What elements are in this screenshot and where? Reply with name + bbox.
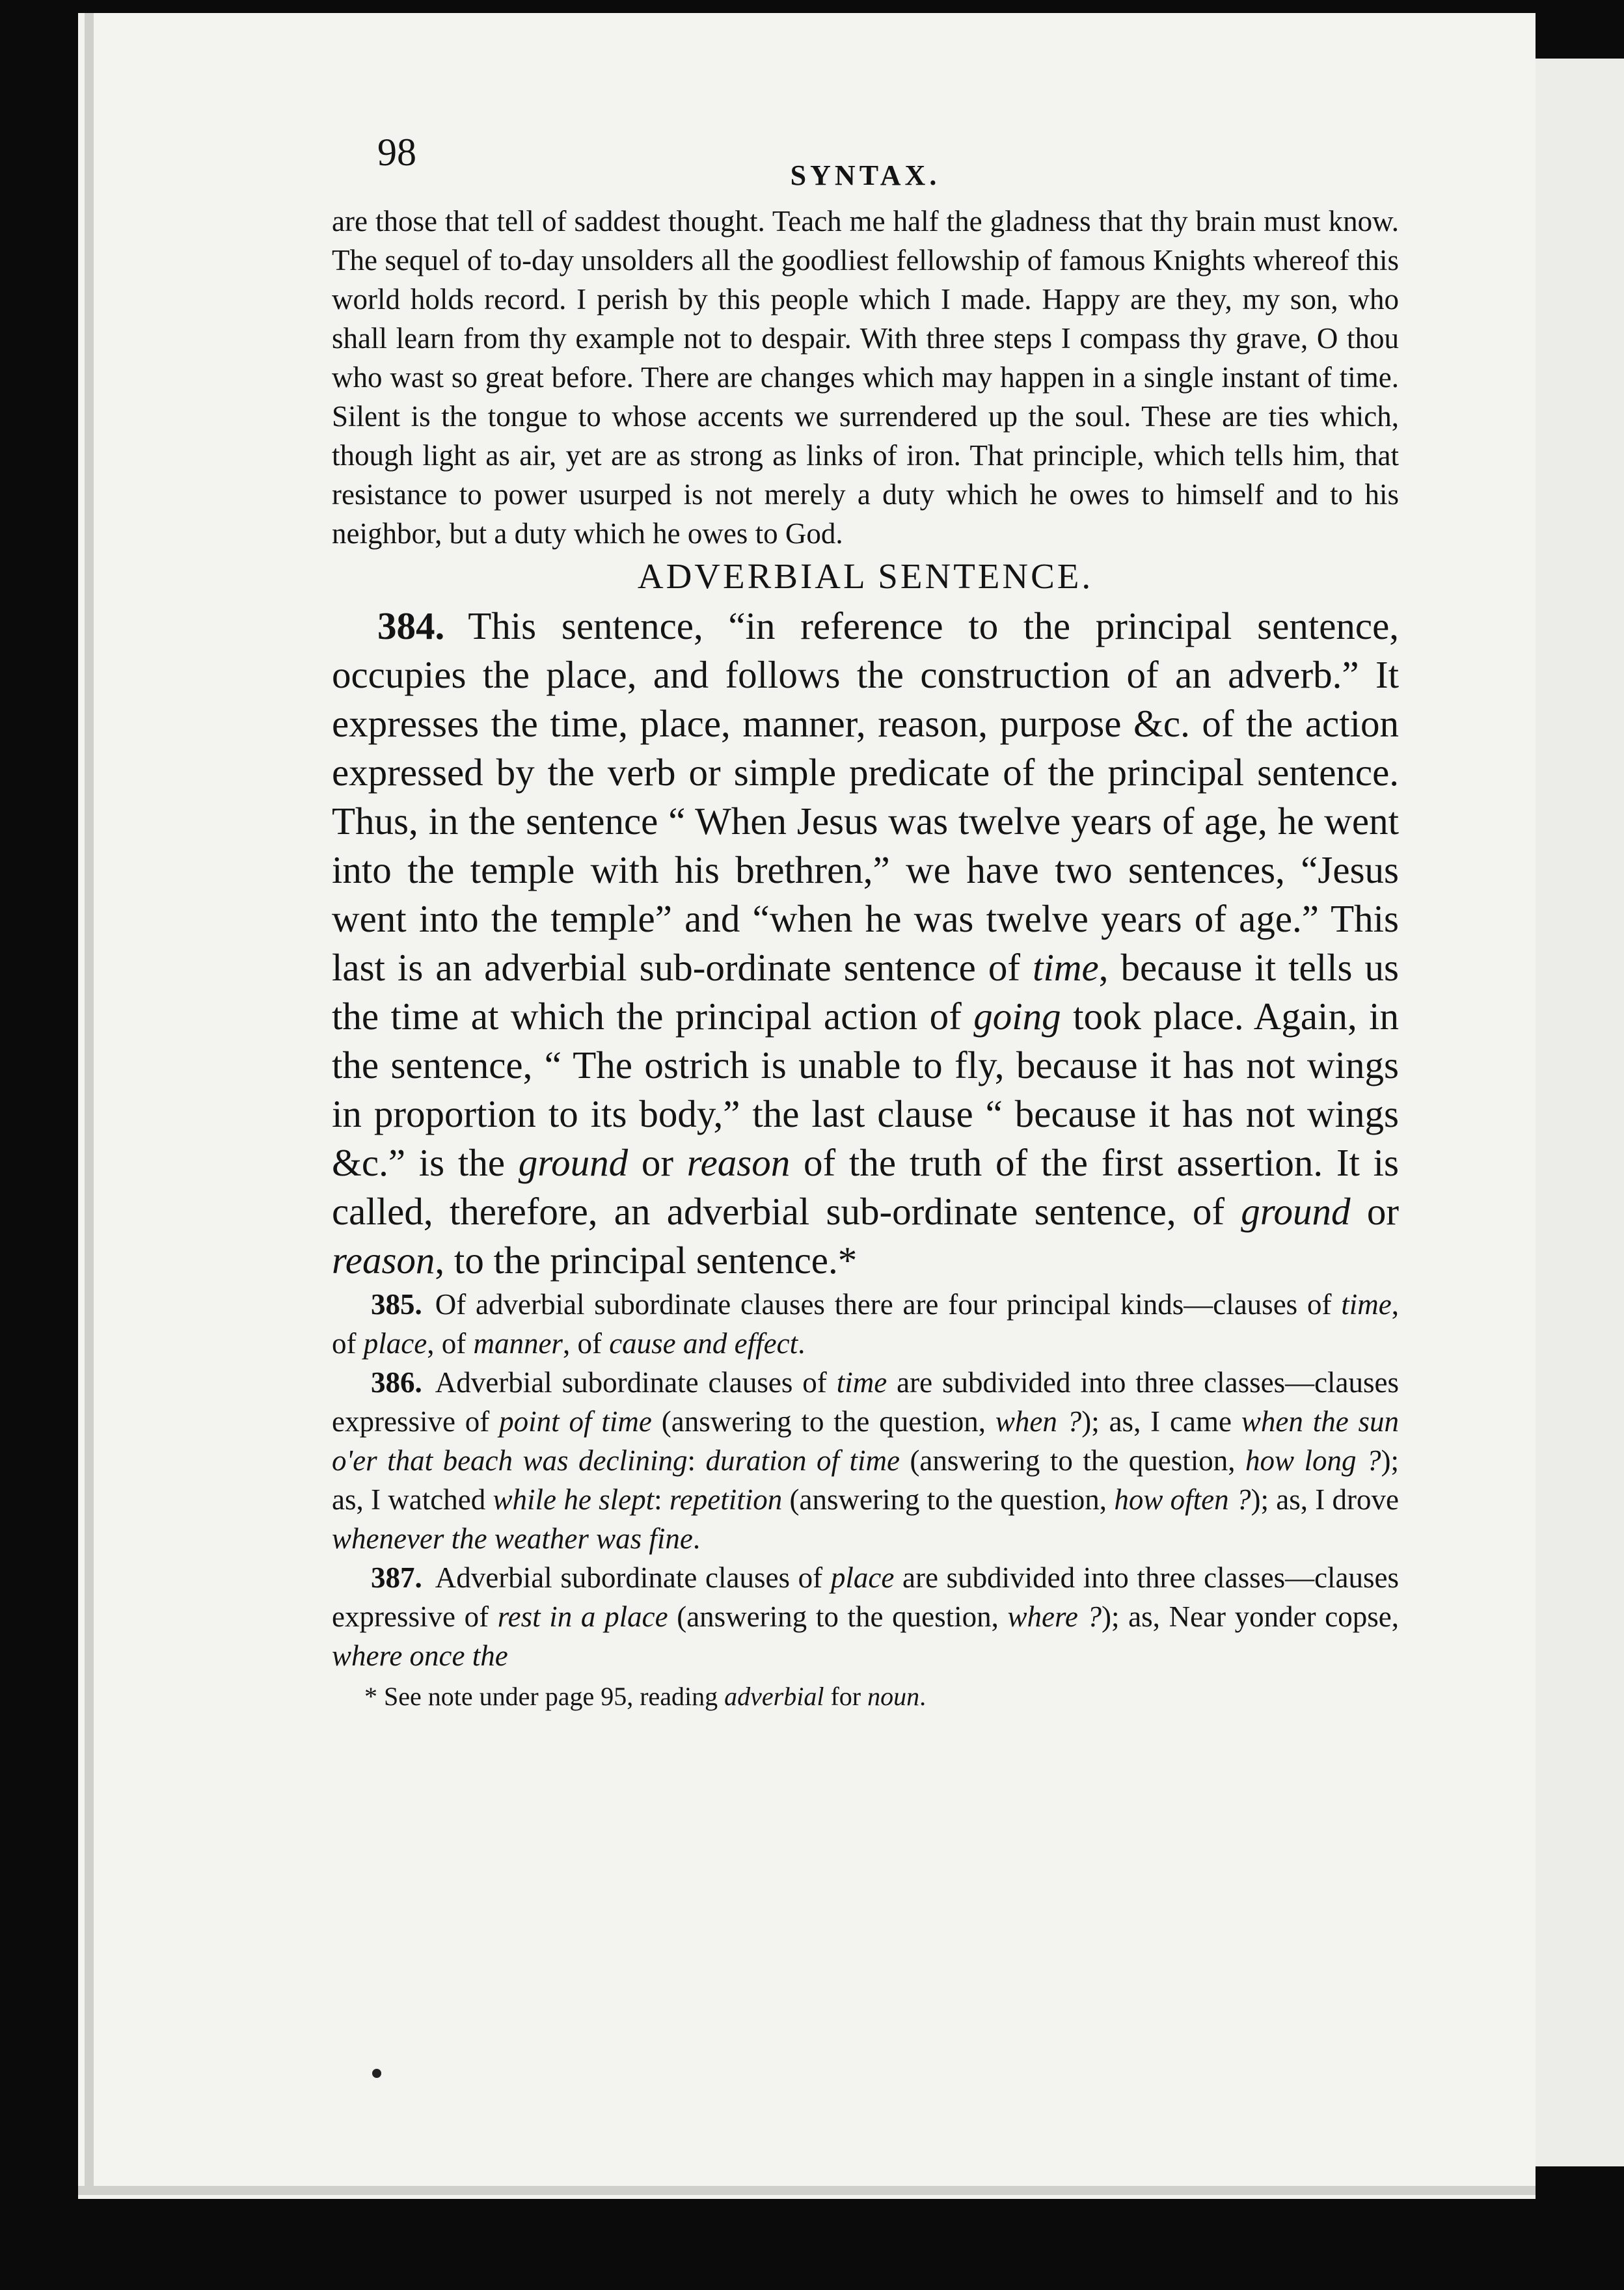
ink-speck — [372, 2069, 381, 2078]
footnote: * See note under page 95, reading adverbial for noun. — [364, 1682, 927, 1711]
paragraph-384: 384. This sentence, “in reference to the principal sentence, occupies the place, and follows the construction of an adverb.” It expresses the time, place, manner, reason, purpose &c. of the action expressed by the verb or simple predicate of the principal sentence. Thus, in the sentence “ When Jesus was twelve years of age, he went into the temple with his brethren,” we have two sentences, “Jesus went into the temple” and “when he was twelve years of age.” This last is an adverbial sub-ordinate sentence of time, because it tells us the time at which the principal action of going took place. Again, in the sentence, “ The ostrich is unable to fly, because it has not wings in proportion to its body,” the last clause “ because it has not wings &c.” is the ground or reason of the truth of the first assertion. It is called, therefore, an adverbial sub-ordinate sentence, of ground or reason, to the principal sentence.* — [332, 604, 1400, 1282]
page-header — [332, 130, 1399, 202]
facing-page-edge — [1536, 59, 1624, 2166]
intro-paragraph: are those that tell of saddest thought. Teach me half the gladness that thy brain must know. The sequel of to-day unsolders all the goodliest fellowship of famous Knights whereof this world holds record. I perish by this people which I made. Happy are they, my son, who shall learn from thy example not to despair. With three steps I compass thy grave, O thou who wast so great before. There are changes which may happen in a single instant of time. Silent is the tongue to whose accents we surrendered up the soul. These are ties which, though light as air, yet are as strong as links of iron. That principle, which tells him, that resistance to power usurped is not merely a duty which he owes to himself and to his neighbor, but a duty which he owes to God. — [332, 205, 1399, 550]
paragraph-number: 385. — [371, 1288, 422, 1321]
page-edge — [85, 13, 94, 2186]
running-head: SYNTAX. — [790, 159, 941, 191]
paragraph-385: 385. Of adverbial subordinate clauses there are four principal kinds—clauses of time, of place, of manner, of cause and effect. — [332, 1288, 1400, 1360]
page-edge-bottom — [78, 2186, 1536, 2195]
paragraph-387: 387. Adverbial subordinate clauses of place are subdivided into three classes—clauses expressive of rest in a place (answering to the question, where ?); as, Near yonder copse, where once the — [332, 1561, 1400, 1672]
section-heading: ADVERBIAL SENTENCE. — [637, 556, 1094, 596]
paragraph-386: 386. Adverbial subordinate clauses of time are subdivided into three classes—clauses expressive of point of time (answering to the question, when ?); as, I came when the sun o'er that beach was declining: duration of time (answering to the question, how long ?); as, I watched while he slept: repetition (answering to the question, how often ?); as, I drove whenever the weather was fine. — [332, 1366, 1400, 1555]
paragraph-number: 384. — [377, 604, 445, 647]
page-number: 98 — [377, 131, 416, 174]
paragraph-number: 387. — [371, 1561, 422, 1594]
paragraph-number: 386. — [371, 1366, 422, 1399]
page-content — [332, 130, 1399, 1714]
